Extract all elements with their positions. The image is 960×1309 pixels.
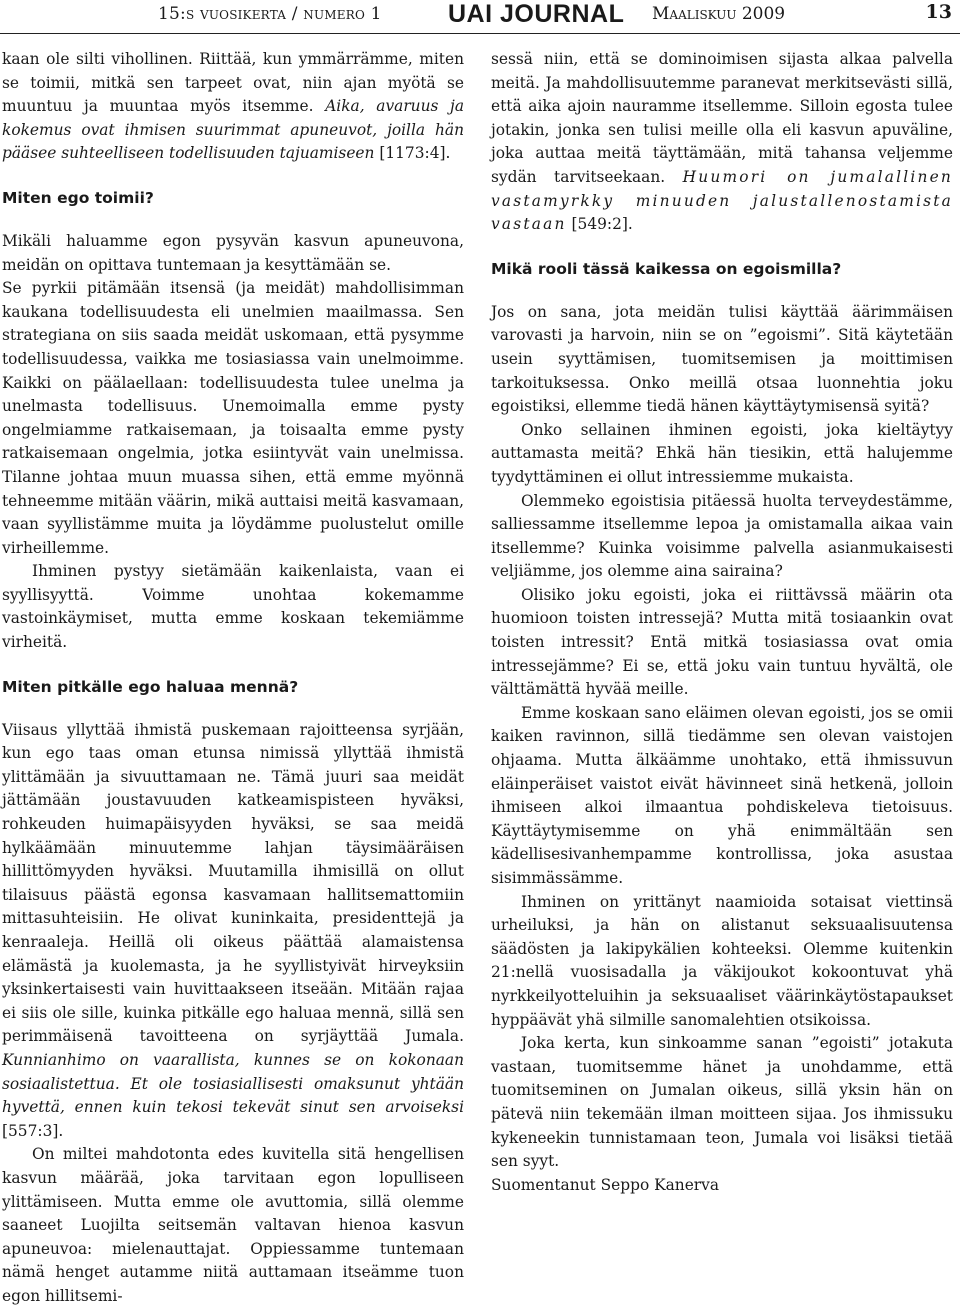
paragraph: Jos on sana, jota meidän tulisi käyttää äärimmäisen varovasti ja harvoin, niin se on ”egoismi”. Sitä käytetään usein syyttämisen, tuomitsemisen ja moittimisen tarkoituksessa. Onko meillä otsaa luonnehtia joku egoistiksi, ellemme tiedä hänen käyttäytymisensä syitä? [491, 302, 953, 416]
issue-label: 15:s vuosikerta / numero 1 [158, 4, 382, 24]
paragraph: Olemmeko egoistisia pitäessä huolta terveydestämme, salliessamme itsellemme lepoa ja omistamalla aikaa vain itsellemme? Kuinka voisimme palvella asianmukaisesti veljiämme, jos olemme aina sairaina? [491, 491, 953, 581]
paragraph: Ihminen pystyy sietämään kaikenlaista, vaan ei syyllisyyttä. Voimme unohtaa kokemamme vastoinkäymiset, mutta emme koskaan tekemiämme virheitä. [2, 562, 464, 652]
section-heading: Miten pitkälle ego haluaa mennä? [2, 677, 299, 696]
paragraph: On miltei mahdotonta edes kuvitella sitä hengellisen kasvun määrää, joka tarvitaan egon lopulliseen ylittämiseen. Mutta emme ole avuttomia, sillä olemme saaneet Luojilta seitsemän valtavan hienoa kasvun apuneuvoa: mielenauttajat. Oppiessamme tuntemaan nämä henget autamme niitä auttamaan itseämme tuon egon hillitsemi- [2, 1145, 464, 1305]
quote: Kunnianhimo on vaarallista, kunnes se on kokonaan sosiaalistettua. Et ole tosiasiallisesti omaksunut yhtään hyvettä, ennen kuin tekosi tekevät sinut sen arvoiseksi [2, 1050, 464, 1117]
section-heading: Mikä rooli tässä kaikessa on egoismilla? [491, 259, 842, 278]
translator-credit: Suomentanut Seppo Kanerva [491, 1175, 720, 1194]
paragraph: Onko sellainen ihminen egoisti, joka kieltäytyy auttamasta meitä? Ehkä hän tiesikin, että halujemme tyydyttäminen ei ollut intressiemme mukaista. [491, 420, 953, 486]
page-number: 13 [925, 1, 952, 23]
paragraph: Olisiko joku egoisti, joka ei riittävssä määrin ota huomioon toisten intressejä? Mutta mitä tosiaankin ovat toisten intressit? Entä mitkä tosiasiassa ovat omia intressejämme? Ei se, että joku vain tuntuu hyvältä, ole välttämättä hyvää meille. [491, 585, 953, 699]
paragraph: Viisaus yllyttää ihmistä puskemaan rajoitteensa syrjään, kun ego taas oman etunsa nimissä yllyttää ihmistä ylittämään ja sivuuttamaan ne. Tämä juuri saa meidät jättämään joustavuuden katkeamispisteen hyväksi, rohkeuden huimapäisyyden hyväksi, se saa meidä hylkäämään minuutemme lahjan täysimääräisen hillittömyyden hyväksi. Muutamilla ihmisillä on ollut tilaisuus päästä egonsa kasvamaan hallitsemattomiin mittasuhteisiin. He olivat kuninkaita, presidenttejä ja kenraaleja. Heillä oli oikeus päättää alamaistensa elämästä ja kuolemasta, ja he syyllistyivät hirveyksiin yksinkertaisesti vain huvittaakseen itseään. Mitään rajaa ei siis ole sille, kuinka pitkälle ego haluaa mennä, sillä sen perimmäisenä tavoitteena on syrjäyttää Jumala. Kunnianhimo on vaarallista, kunnes se on kokonaan sosiaalistettua. Et ole tosiasiallisesti omaksunut yhtään hyvettä, ennen kuin tekosi tekevät sinut sen arvoiseksi [557:3]. [2, 720, 464, 1140]
header-rule [0, 33, 960, 34]
paragraph: Emme koskaan sano eläimen olevan egoisti, jos se omii kaiken ravinnon, sillä tiedämme sen olevan vaistojen ohjaama. Mutta älkäämme unohtako, että ihmissuvun eläinperäiset vaistot eivät hävinneet sinä hetkenä, jolloin ihmiseen alkoi ilmaantua pohdiskeleva tietoisuus. Käyttäytymisemme on yhä enimmältään sen kädellisesivanhempamme kontrollissa, joka asustaa sisimmässämme. [491, 703, 953, 887]
paragraph: Joka kerta, kun sinkoamme sanan ”egoisti” jotakuta vastaan, tuomitsemme hänet ja unohdamme, että tuomitseminen on Jumalan oikeus, sillä yksin hän on pätevä niin tekemään ilman moitteen sijaa. Jos ihmissuku kykeneekin tunnistamaan teon, Jumala voi lisäksi tietää sen syyt. [491, 1034, 953, 1171]
paragraph: Ihminen on yrittänyt naamioida sotaisat viettinsä urheiluksi, ja hän on alistanut seksuaalisuutensa säädösten ja lakipykälien kohteeksi. Olemme kuitenkin 21:nellä vuosisadalla ja väkijoukot kokoontuvat yhä nyrkkeilyotteluihin ja seksuaaliset väärinkäytöstapaukset hyppäävät yhä silmille sanomalehtien otsikoissa. [491, 892, 953, 1029]
quote: Aika, avaruus ja kokemus ovat ihmisen suurimmat apuneuvot, joilla hän pääsee suhteelliseen todellisuuden tajuamiseen [2, 97, 464, 163]
quote: Huumori on jumalallinen vastamyrkky minuuden jalustallenostamista vastaan [491, 167, 954, 234]
page-header [0, 0, 960, 34]
paragraph: kaan ole silti vihollinen. Riittää, kun ymmärrämme, miten se toimii, mitkä sen tarpeet ovat, niin ajan myötä se muuntuu ja muuntaa myös itsemme. Aika, avaruus ja kokemus ovat ihmisen suurimmat apuneuvot, joilla hän pääsee suhteelliseen todellisuuden tajuamiseen [1173:4]. [2, 50, 464, 163]
right-column [491, 48, 953, 1197]
paragraph: sessä niin, että se dominoimisen sijasta alkaa palvella meitä. Ja mahdollisuutemme paranevat merkitsevästi sillä, että aika ajoin nauramme itsellemme. Silloin egosta tulee jotakin, jonka sen tulisi meille olla eli kasvun apuväline, joka auttaa meitä täyttämään, mitä tahansa veljemme sydän tarvitseekaan. Huumori on jumalallinen vastamyrkky minuuden jalustallenostamista vastaan [549:2]. [491, 50, 954, 234]
paragraph: Se pyrkii pitämään itsensä (ja meidät) mahdollisimman kaukana todellisuudesta eli unelmien maailmassa. Sen strategiana on siis saada meidät uskomaan, että pysymme todellisuudessa, vaikka me tosiasiassa vain unelmoimme. Kaikki on päälaellaan: todellisuudesta tulee unelma ja unelmasta todellisuus. Unemoimalla emme pysty ongelmiamme ratkaisemaan, ja toisaalta emme pysty ratkaisemaan ongelmia, jotka esiintyvät vain unelmissa. Tilanne johtaa muun muassa sihen, että emme myönnä tehneemme mitään väärin, mikä auttaisi meitä kasvamaan, vaan syyllistämme muita ja löydämme puolustelut omille virheillemme. [2, 279, 464, 557]
issue-date: Maaliskuu 2009 [652, 4, 786, 24]
left-column [2, 48, 464, 1309]
paragraph: Mikäli haluamme egon pysyvän kasvun apuneuvona, meidän on opittava tuntemaan ja kesyttämään se. [2, 231, 464, 274]
section-heading: Miten ego toimii? [2, 188, 154, 207]
journal-title: UAI JOURNAL [448, 0, 625, 28]
